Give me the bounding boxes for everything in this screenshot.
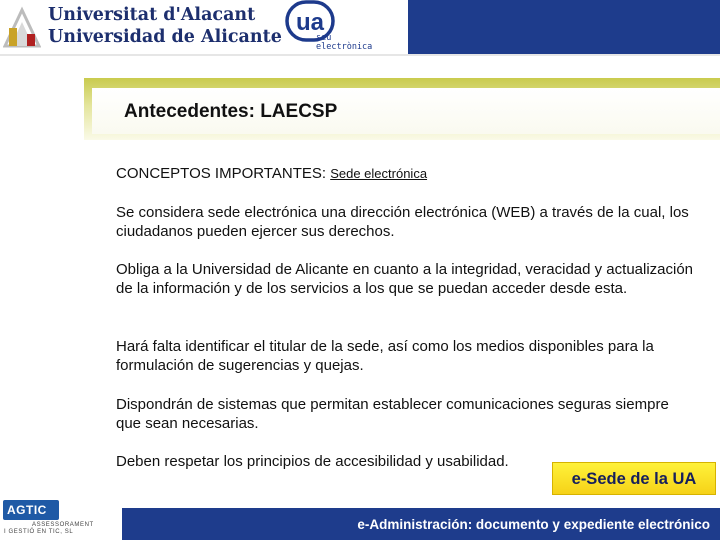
paragraph-secure-communications: Dispondrán de sistemas que permitan establecer comunicaciones seguras siempre que sean necesarias. bbox=[116, 396, 669, 432]
paragraph-identification: Hará falta identificar el titular de la sede, así como los medios disponibles para la formulación de sugerencias y quejas. bbox=[116, 338, 654, 374]
agtic-subtitle-line1: ASSESSORAMENT bbox=[32, 522, 94, 528]
university-name-line2: Universidad de Alicante bbox=[48, 27, 282, 47]
ua-logo-subtitle: seu electrònica bbox=[316, 33, 373, 52]
university-name-line1: Universitat d'Alacant bbox=[48, 5, 256, 25]
agtic-subtitle-line2: I GESTIÓ EN TIC, SL bbox=[4, 529, 74, 535]
slide-title: Antecedentes: LAECSP bbox=[124, 101, 338, 122]
ua-logo-mark: ua bbox=[295, 9, 325, 36]
university-logo[interactable] bbox=[0, 0, 282, 56]
concepts-subject: Sede electrónica bbox=[330, 166, 428, 181]
header bbox=[0, 0, 720, 56]
paragraph-definition: Se considera sede electrónica una dirección electrónica (WEB) a través de la cual, los ciudadanos pueden ejercer sus derechos. bbox=[116, 204, 689, 240]
paragraph-obligation: Obliga a la Universidad de Alicante en cuanto a la integridad, veracidad y actualización de la información y de los servicios a los que se puedan acceder desde esta. bbox=[116, 261, 694, 297]
esede-badge[interactable] bbox=[552, 462, 716, 495]
header-band bbox=[408, 0, 720, 54]
footer-caption: e-Administración: documento y expediente electrónico bbox=[357, 517, 710, 532]
agtic-subtitle bbox=[4, 522, 94, 536]
footer-bar bbox=[122, 508, 720, 540]
university-emblem-icon bbox=[3, 6, 41, 50]
concepts-heading bbox=[116, 165, 427, 182]
header-divider bbox=[0, 54, 720, 56]
agtic-logo-text: AGTIC bbox=[7, 503, 47, 517]
concepts-label: CONCEPTOS IMPORTANTES: bbox=[116, 165, 331, 182]
university-name bbox=[48, 4, 282, 48]
paragraph-accessibility: Deben respetar los principios de accesibilidad y usabilidad. bbox=[116, 453, 509, 470]
esede-label: e-Sede de la UA bbox=[571, 470, 697, 488]
